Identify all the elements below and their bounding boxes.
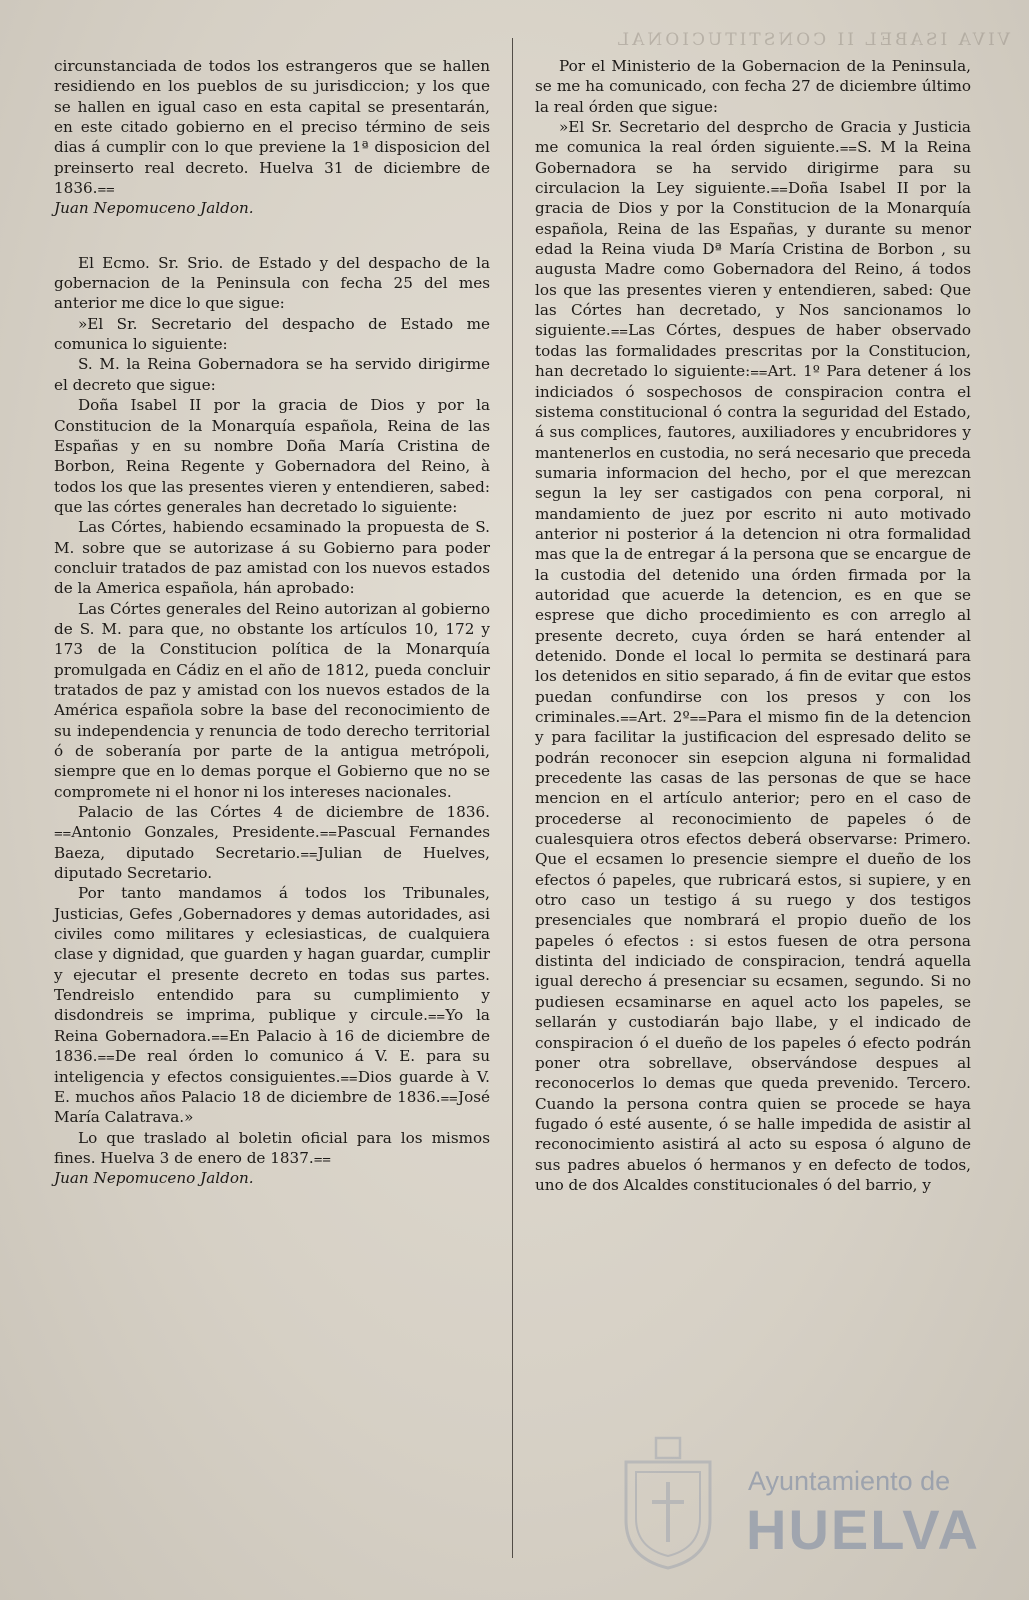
watermark-line2: HUELVA [746,1498,980,1561]
signature-jaldon-1: Juan Nepomuceno Jaldon. [54,199,254,218]
left-para-6: Doña Isabel II por la gracia de Dios y por la Constitucion de la Monarquía española, Reina de las Españas y en su nombre Doña María Cristina de Borbon, Reina Regente y Gobernadora del Reino, à todos los que las presentes vieren y entendieren, sabed: que las córtes generales han decretado lo siguiente: [54,396,490,516]
left-column [54,56,490,1189]
left-para-3: El Ecmo. Sr. Srio. de Estado y del despacho de la gobernacion de la Peninsula con fecha 25 del mes anterior me dice lo que sigue: [54,253,490,313]
left-para-11: Lo que traslado al boletin oficial para los mismos fines. Huelva 3 de enero de 1837.⩵ [54,1128,490,1167]
left-para-7: Las Córtes, habiendo ecsaminado la propuesta de S. M. sobre que se autorizase á su Gobierno para poder concluir tratados de paz amistad con los nuevos estados de la America española, hán aprobado: [54,518,490,598]
city-coat-of-arms-icon [618,1432,718,1570]
right-para-2: »El Sr. Secretario del desprcho de Gracia y Justicia me comunica la real órden siguiente.⩵S. M la Reina Gobernadora se ha servido dirigirme para su circulacion la Ley siguiente.⩵Doña Isabel II por la gracia de Dios y por la Constitucion de la Monarquía española, Reina de las Españas, y durante su menor edad la Reina viuda Dª María Cristina de Borbon , su augusta Madre como Gobernadora del Reino, á todos los que las presentes vieren y entendieren, sabed: Que las Córtes han decretado, y Nos sancionamos lo siguiente.⩵Las Córtes, despues de haber observado todas las formalidades prescritas por la Constitucion, han decretado lo siguiente:⩵Art. 1º Para detener á los indiciados ó sospechosos de conspiracion contra el sistema constitucional ó contra la seguridad del Estado, á sus complices, fautores, auxiliadores y encubridores y mantenerlos en custodia, no será necesario que preceda sumaria informacion del hecho, por el que merezcan segun la ley ser castigados con pena corporal, ni mandamiento de juez por escrito ni auto motivado anterior ni posterior á la detencion ni otra formalidad mas que la de entregar á la persona que se encargue de la custodia del detenido una órden firmada por la autoridad que acuerde la detencion, es en que se esprese que dicho procedimiento es con arreglo al presente decreto, cuya órden se hará entender al detenido. Donde el local lo permita se destinará para los detenidos en sitio separado, á fin de evitar que estos puedan confundirse con los presos y con los criminales.⩵Art. 2º⩵Para el mismo fin de la detencion y para facilitar la justificacion del espresado delito se podrán reconocer sin esepcion alguna ni formalidad precedente las casas de las personas de que se hace mencion en el artículo anterior; pero en el caso de procederse al reconocimiento de papeles ó de cualesquiera otros efectos deberá observarse: Primero. Que el ecsamen lo presencie siempre el dueño de los efectos ó papeles, que rubricará estos, si supiere, y en otro caso un testigo á su ruego y dos testigos presenciales que nombrará el propio dueño de los papeles ó efectos : si estos fuesen de otra persona distinta del indiciado de conspiracion, tendrá aquella igual derecho á presenciar su ecsamen, segundo. Si no pudiesen ecsaminarse en aquel acto los papeles, se sellarán y custodiarán bajo llabe, y el indicado de conspiracion ó el dueño de los papeles ó efecto podrán poner otra sobrellave, observándose despues al reconocerlos lo demas que queda prevenido. Tercero. Cuando la persona contra quien se procede se haya fugado ó esté ausente, ó se halle impedida de asistir al reconocimiento asistirá al acto su esposa ó alguno de sus padres abuelos ó hermanos y en defecto de todos, uno de dos Alcaldes constitucionales ó del barrio, y [535,118,971,1194]
right-para-1: Por el Ministerio de la Gobernacion de la Peninsula, se me ha comunicado, con fecha 27 de diciembre último la real órden que sigue: [535,57,971,116]
left-para-1: circunstanciada de todos los estrangeros que se hallen residiendo en los pueblos de su jurisdiccion; y los que se hallen en igual caso en esta capital se presentarán, en este citado gobierno en el preciso término de seis dias á cumplir con lo que previene la 1ª disposicion del preinserto real decreto. Huelva 31 de diciembre de 1836.⩵ [54,57,490,198]
right-column [535,56,971,1195]
left-para-4: »El Sr. Secretario del despacho de Estado me comunica lo siguiente: [54,314,490,354]
left-para-9: Palacio de las Córtes 4 de diciembre de 1836. ⩵Antonio Gonzales, Presidente.⩵Pascual Fernandes Baeza, diputado Secretario.⩵Julian de Huelves, diputado Secretario. [54,803,490,883]
watermark-line1: Ayuntamiento de [748,1466,951,1496]
left-para-10: Por tanto mandamos á todos los Tribunales, Justicias, Gefes ,Gobernadores y demas autoridades, asi civiles como militares y eclesiasticas, de cualquiera clase y dignidad, que guarden y hagan guardar, cumplir y ejecutar el presente decreto en todas sus partes. Tendreislo entendido para su cumplimiento y disdondreis se imprima, publique y circule.⩵Yo la Reina Gobernadora.⩵En Palacio à 16 de diciembre de 1836.⩵De real órden lo comunico á V. E. para su inteligencia y efectos consiguientes.⩵Dios guarde à V. E. muchos años Palacio 18 de diciembre de 1836.⩵José María Calatrava.» [54,884,490,1127]
bleed-through-text: VIVA ISABEL II CONSTITUCIONAL [614,30,1010,50]
column-divider [512,38,513,1558]
left-para-8: Las Córtes generales del Reino autorizan al gobierno de S. M. para que, no obstante los artículos 10, 172 y 173 de la Constitucion política de la Monarquía promulgada en Cádiz en el año de 1812, pueda concluir tratados de paz y amistad con los nuevos estados de la América española sobre la base del reconocimiento de su independencia y renuncia de todo derecho territorial ó de soberanía por parte de la antigua metrópoli, siempre que en lo demas porque el Gobierno que no se compromete ni el honor ni los intereses nacionales. [54,599,490,801]
left-para-5: S. M. la Reina Gobernadora se ha servido dirigirme el decreto que sigue: [54,355,490,394]
signature-jaldon-2: Juan Nepomuceno Jaldon. [54,1169,254,1188]
